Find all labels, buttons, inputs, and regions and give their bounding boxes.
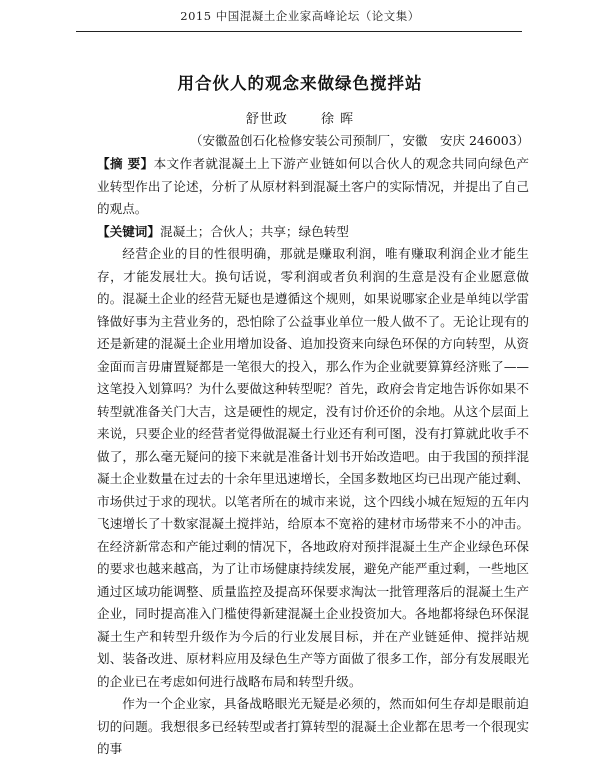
- running-header: 2015 中国混凝土企业家高峰论坛（论文集）: [180, 9, 420, 23]
- article-body: [97, 153, 529, 761]
- author-name: 舒世政: [245, 112, 288, 127]
- author-affiliation: （安徽盈创石化检修安装公司预制厂，安徽 安庆 246003）: [190, 133, 530, 148]
- keywords-label: 【关键词】: [97, 223, 160, 239]
- author-list: [0, 108, 600, 127]
- body-paragraph: 作为一个企业家，具备战略眼光无疑是必须的，然而如何生存却是眼前迫切的问题。我想很多已经转型或者打算转型的混凝土企业都在思考一个很现实的事: [97, 696, 529, 756]
- abstract: [97, 153, 529, 221]
- article-title: 用合伙人的观念来做绿色搅拌站: [177, 74, 423, 93]
- body-paragraph: 经营企业的目的性很明确，那就是赚取利润，唯有赚取利润企业才能生存，才能发展壮大。换句话说，零利润或者负利润的生意是没有企业愿意做的。混凝土企业的经营无疑也是遵循这个规则，如果说哪家企业是单纯以学雷锋做好事为主营业务的，恐怕除了公益事业单位一般人做不了。无论让现有的还是新建的混凝土企业用增加设备、追加投资来向绿色环保的方向转型，从资金面而言毋庸置疑都是一笔很大的投入，那么作为企业就要算算经济账了——这笔投入划算吗？为什么要做这种转型呢？首先，政府会肯定地告诉你如果不转型就准备关门大吉，这是硬性的规定，没有讨价还价的余地。从这个层面上来说，只要企业的经营者觉得做混凝土行业还有利可图，没有打算就此收手不做了，那么毫无疑问的接下来就是准备计划书开始改造吧。由于我国的预拌混凝土企业数量在过去的十余年里迅速增长，全国多数地区均已出现产能过剩、市场供过于求的现状。以笔者所在的城市来说，这个四线小城在短短的五年内飞速增长了十数家混凝土搅拌站，给原本不宽裕的建材市场带来不小的冲击。在经济新常态和产能过剩的情况下，各地政府对预拌混凝土生产企业绿色环保的要求也越来越高，为了让市场健康持续发展，避免产能严重过剩，一些地区通过区域功能调整、质量监控及提高环保要求淘汰一批管理落后的混凝土生产企业，同时提高准入门槛使得新建混凝土企业投资加大。各地都将绿色环保混凝土生产和转型升级作为今后的行业发展目标，并在产业链延伸、搅拌站规划、装备改进、原材料应用及绿色生产等方面做了很多工作，部分有发展眼光的企业已在考虑如何进行战略布局和转型升级。: [97, 246, 529, 689]
- keywords: [97, 221, 529, 244]
- author-name: 徐 晖: [321, 112, 355, 127]
- header-rule: [76, 31, 522, 32]
- abstract-text: 本文作者就混凝土上下游产业链如何以合伙人的观念共同向绿色产业转型作出了论述，分析了从原材料到混凝土客户的实际情况，并提出了自己的观点。: [97, 156, 530, 216]
- abstract-label: 【摘 要】: [97, 156, 154, 171]
- keywords-text: 混凝土；合伙人；共享；绿色转型: [159, 223, 349, 239]
